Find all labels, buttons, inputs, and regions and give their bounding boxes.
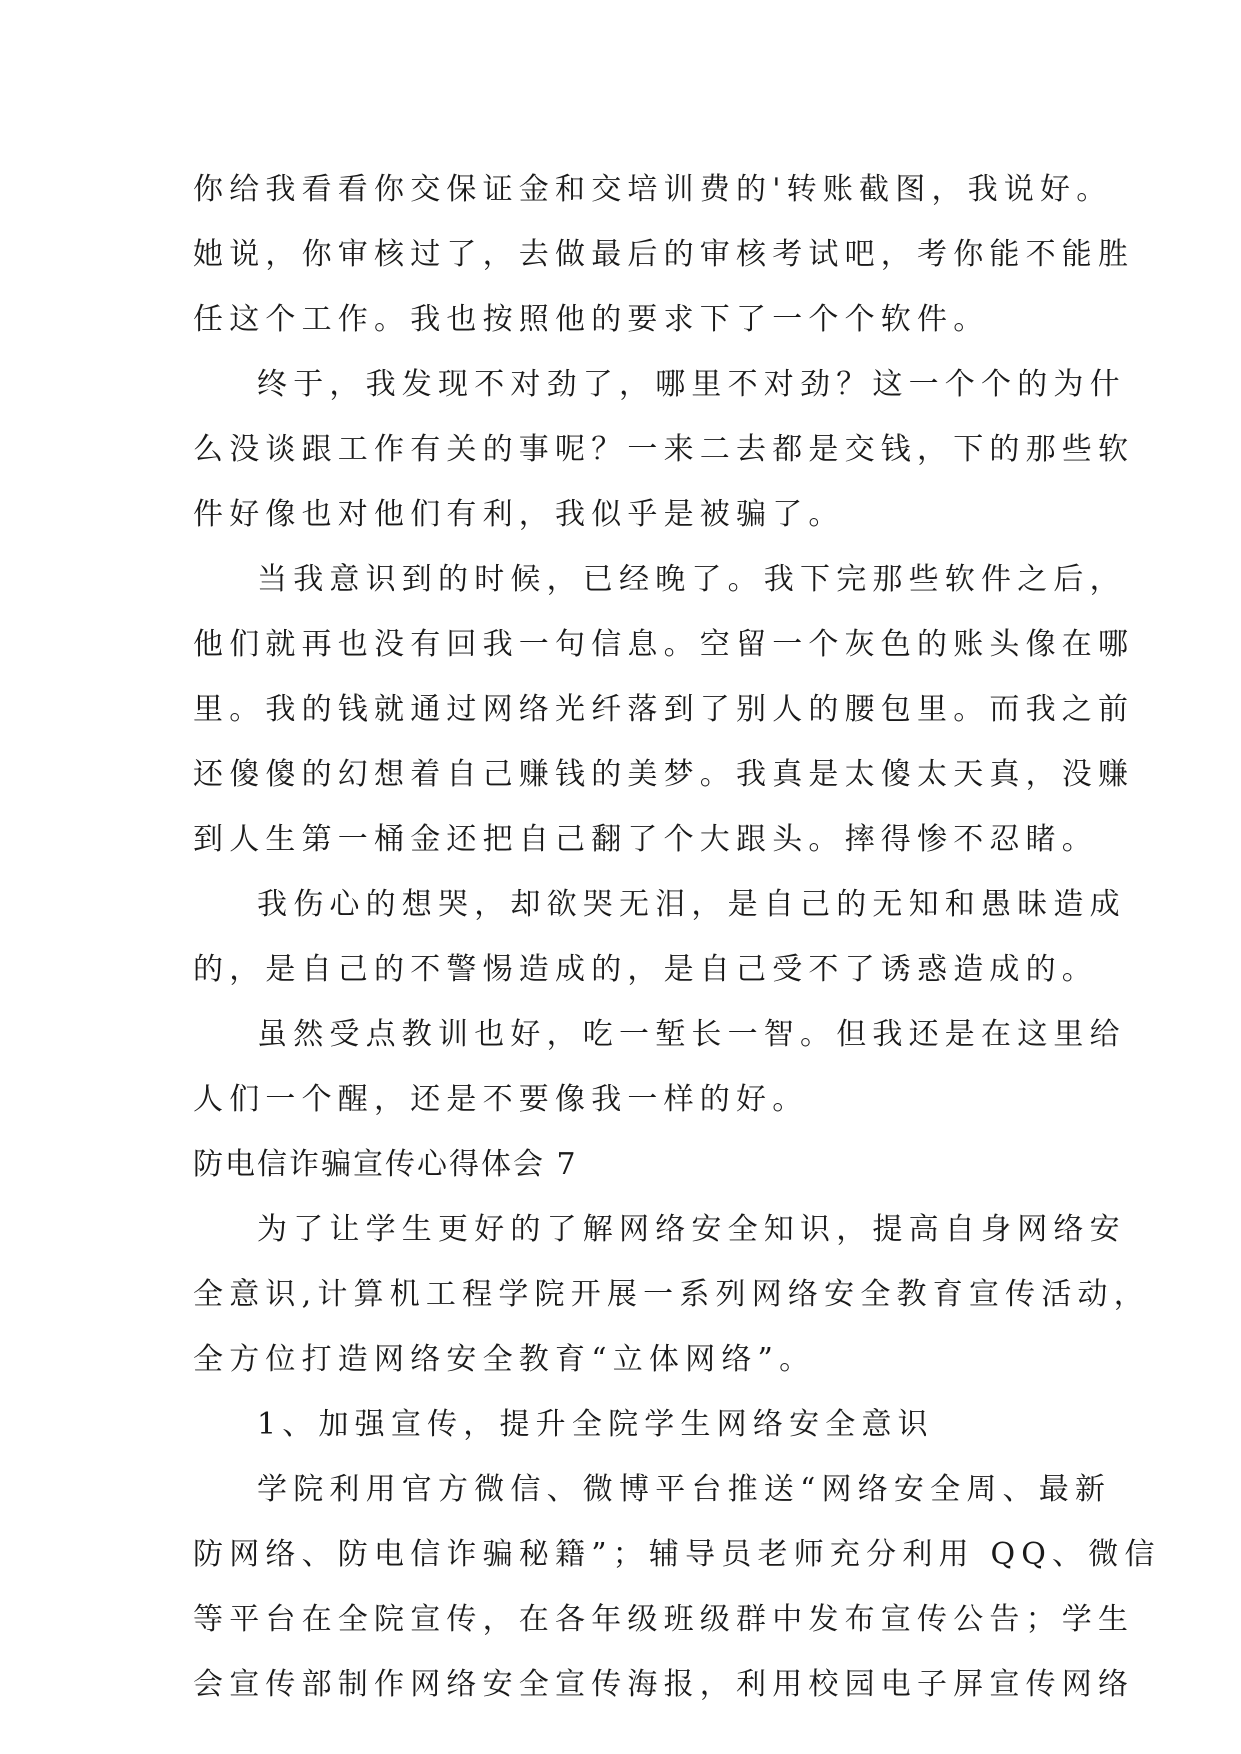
paragraph-line: 终于，我发现不对劲了，哪里不对劲？这一个个的为什 <box>257 367 1126 402</box>
paragraph-line: 还傻傻的幻想着自己赚钱的美梦。我真是太傻太天真，没赚 <box>193 757 1135 792</box>
paragraph-line: 任这个工作。我也按照他的要求下了一个个软件。 <box>193 302 990 337</box>
paragraph-line: 么没谈跟工作有关的事呢？一来二去都是交钱，下的那些软 <box>193 432 1135 467</box>
paragraph-line: 的，是自己的不警惕造成的，是自己受不了诱惑造成的。 <box>193 952 1098 987</box>
paragraph-line: 学院利用官方微信、微博平台推送“网络安全周、最新 <box>257 1472 1112 1507</box>
paragraph-line: 虽然受点教训也好，吃一堑长一智。但我还是在这里给 <box>257 1017 1126 1052</box>
paragraph-line: 他们就再也没有回我一句信息。空留一个灰色的账头像在哪 <box>193 627 1135 662</box>
subsection-heading: 1、加强宣传，提升全院学生网络安全意识 <box>257 1407 934 1442</box>
paragraph-line: 到人生第一桶金还把自己翻了个大跟头。摔得惨不忍睹。 <box>193 822 1098 857</box>
paragraph-line: 她说，你审核过了，去做最后的审核考试吧，考你能不能胜 <box>193 237 1135 272</box>
paragraph-line: 全方位打造网络安全教育“立体网络”。 <box>193 1342 816 1377</box>
paragraph-line: 等平台在全院宣传，在各年级班级群中发布宣传公告；学生 <box>193 1602 1135 1637</box>
paragraph-line: 会宣传部制作网络安全宣传海报，利用校园电子屏宣传网络 <box>193 1667 1135 1702</box>
paragraph-line: 当我意识到的时候，已经晚了。我下完那些软件之后， <box>257 562 1126 597</box>
paragraph-line: 我伤心的想哭，却欲哭无泪，是自己的无知和愚昧造成 <box>257 887 1126 922</box>
section-heading: 防电信诈骗宣传心得体会 7 <box>193 1147 578 1182</box>
paragraph-line: 全意识,计算机工程学院开展一系列网络安全教育宣传活动， <box>193 1277 1150 1312</box>
paragraph-line: 为了让学生更好的了解网络安全知识，提高自身网络安 <box>257 1212 1126 1247</box>
paragraph-line: 防网络、防电信诈骗秘籍”；辅导员老师充分利用 QQ、微信 <box>193 1537 1161 1572</box>
paragraph-line: 里。我的钱就通过网络光纤落到了别人的腰包里。而我之前 <box>193 692 1135 727</box>
document-body <box>193 157 1161 1717</box>
paragraph-line: 件好像也对他们有利，我似乎是被骗了。 <box>193 497 845 532</box>
paragraph-line: 你给我看看你交保证金和交培训费的'转账截图，我说好。 <box>193 172 1113 207</box>
paragraph-line: 人们一个醒，还是不要像我一样的好。 <box>193 1082 809 1117</box>
